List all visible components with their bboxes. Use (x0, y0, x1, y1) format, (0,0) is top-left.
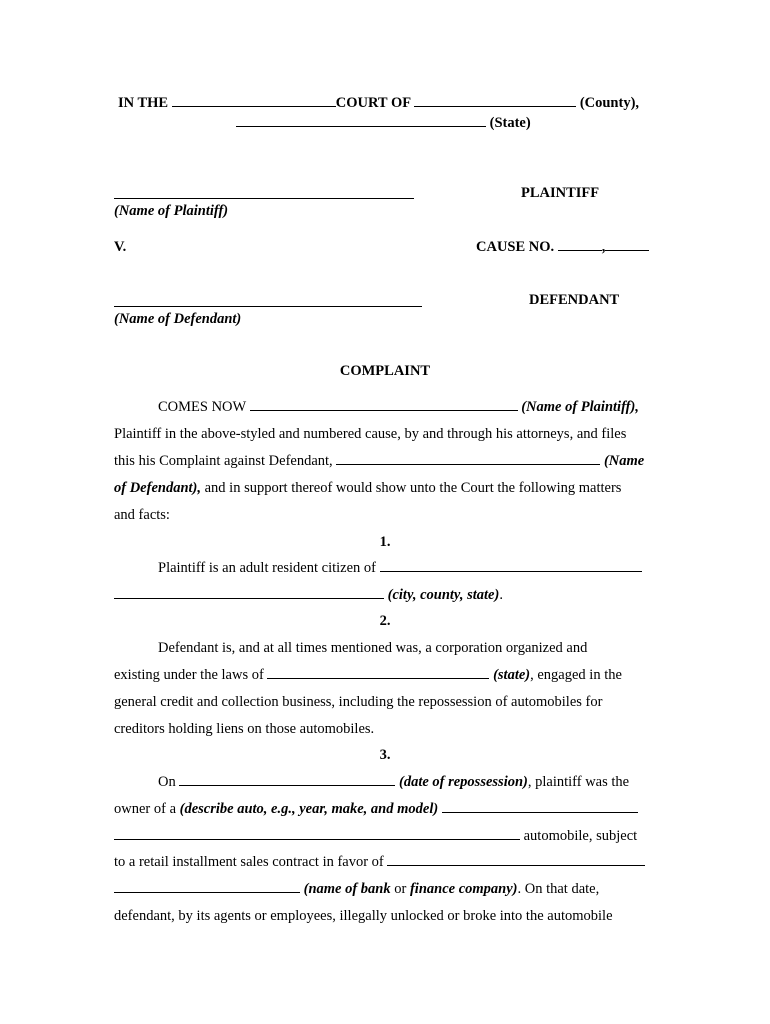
comes-now-text: COMES NOW (158, 399, 246, 415)
intro-line-5: and facts: (114, 507, 170, 523)
cause-no-blank-1 (558, 238, 602, 251)
intro-plaintiff-blank (250, 398, 518, 411)
section-2-line-2-text: existing under the laws of (114, 667, 264, 683)
residence-hint: (city, county, state) (387, 587, 500, 603)
section-3-line-2 (114, 800, 638, 818)
section-2-line-2-end: , engaged in the (530, 667, 622, 683)
state-of-incorporation-blank (267, 666, 489, 679)
intro-plaintiff-hint: (Name of Plaintiff), (521, 399, 639, 415)
intro-line-3 (114, 452, 644, 470)
section-3-line-6: defendant, by its agents or employees, illegally unlocked or broke into the automobile (114, 908, 613, 924)
auto-description-hint: (describe auto, e.g., year, make, and model) (179, 801, 439, 817)
section-1-number: 1. (379, 534, 391, 550)
lienholder-hint-a: (name of bank (303, 881, 391, 897)
court-name-blank (172, 94, 336, 107)
cause-number (476, 238, 649, 256)
auto-description-blank-2 (114, 827, 520, 840)
caption-in-the: IN THE (118, 95, 169, 111)
section-3-contract-text: to a retail installment sales contract in favor of (114, 854, 384, 870)
caption-line-1 (118, 94, 639, 112)
section-3-number: 3. (379, 747, 391, 763)
section-1-text: Plaintiff is an adult resident citizen of (158, 560, 376, 576)
intro-line-4-text: and in support thereof would show unto the Court the following matters (201, 480, 622, 496)
section-3-line-4 (114, 853, 645, 871)
cause-no-label: CAUSE NO. (476, 239, 555, 255)
cause-no-separator: , (601, 239, 606, 255)
section-3-line-1-end: , plaintiff was the (527, 774, 630, 790)
residence-blank-1 (380, 559, 642, 572)
section-3-owner-text: owner of a (114, 801, 177, 817)
section-3-line-1 (158, 773, 629, 791)
plaintiff-name-hint: (Name of Plaintiff) (114, 203, 229, 219)
section-3-line-3 (114, 827, 637, 845)
caption-county: (County), (579, 95, 640, 111)
intro-line-2: Plaintiff in the above-styled and numbered cause, by and through his attorneys, and files (114, 426, 627, 442)
cause-no-blank-2 (605, 238, 649, 251)
plaintiff-label: PLAINTIFF (521, 185, 600, 201)
section-1-line-1 (158, 559, 642, 577)
plaintiff-name-blank (114, 198, 414, 199)
repossession-date-blank (179, 773, 395, 786)
section-3-on: On (158, 774, 176, 790)
intro-defendant-hint-a: (Name (603, 453, 645, 469)
caption-court-of: COURT OF (335, 95, 411, 111)
county-blank (414, 94, 576, 107)
caption-state: (State) (489, 115, 531, 131)
intro-line-3-text: this his Complaint against Defendant, (114, 453, 333, 469)
section-3-automobile-text: automobile, subject (523, 828, 638, 844)
lienholder-blank-2 (114, 880, 300, 893)
section-1-line-2 (114, 586, 503, 604)
residence-end: . (499, 587, 503, 603)
lienholder-or: or (390, 881, 410, 897)
section-2-number: 2. (379, 613, 391, 629)
section-3-line-5 (114, 880, 599, 898)
state-blank (236, 114, 486, 127)
defendant-name-blank (114, 306, 422, 307)
intro-line-4 (114, 479, 621, 497)
defendant-label: DEFENDANT (529, 292, 620, 308)
section-2-line-3: general credit and collection business, including the repossession of automobiles for (114, 694, 603, 710)
lienholder-hint-b: finance company) (409, 881, 518, 897)
section-2-line-1: Defendant is, and at all times mentioned was, a corporation organized and (158, 640, 588, 656)
repossession-date-hint: (date of repossession) (398, 774, 528, 790)
auto-description-blank-1 (442, 800, 638, 813)
section-2-line-4: creditors holding liens on those automobiles. (114, 721, 375, 737)
intro-line-1 (158, 398, 639, 416)
defendant-name-hint: (Name of Defendant) (114, 311, 242, 327)
lienholder-blank-1 (387, 853, 645, 866)
intro-defendant-hint-b: of Defendant), (114, 480, 201, 496)
versus-label: V. (114, 239, 127, 255)
section-3-line-5-end: . On that date, (517, 881, 600, 897)
intro-defendant-blank (336, 452, 600, 465)
state-of-incorporation-hint: (state) (493, 667, 531, 683)
document-title: COMPLAINT (339, 363, 431, 379)
caption-line-2 (236, 114, 531, 132)
residence-blank-2 (114, 586, 384, 599)
section-2-line-2 (114, 666, 622, 684)
